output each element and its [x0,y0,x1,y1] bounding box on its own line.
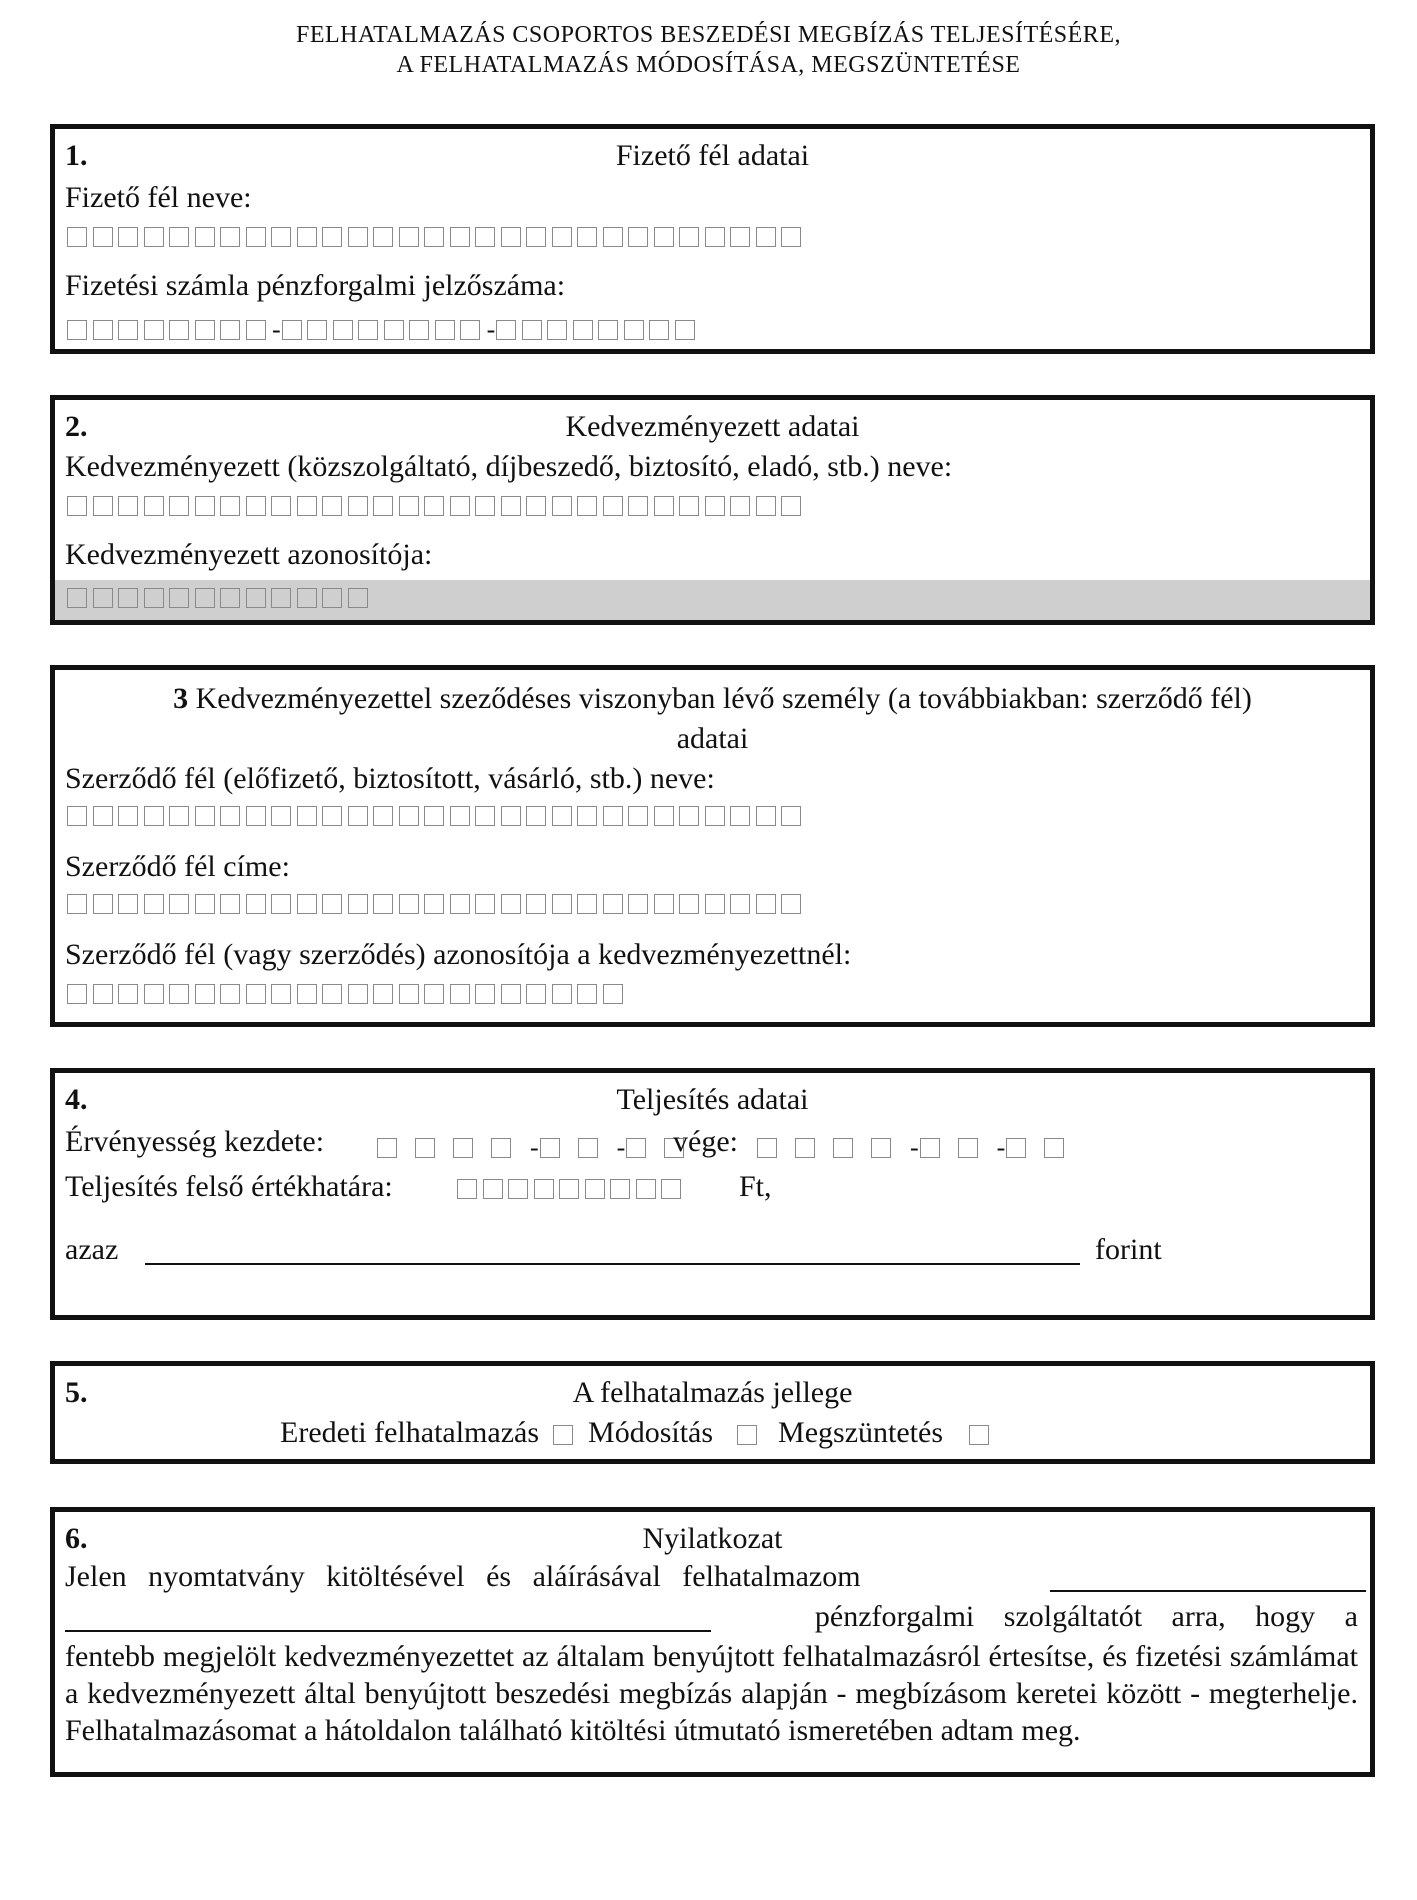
char-box[interactable] [526,894,546,914]
char-box[interactable] [603,227,623,247]
char-box[interactable] [322,984,342,1004]
char-box[interactable] [195,227,215,247]
char-box[interactable] [435,320,455,340]
char-box[interactable] [118,496,138,516]
char-box[interactable] [424,227,444,247]
char-box[interactable] [679,496,699,516]
char-box[interactable] [628,806,648,826]
section-payer [50,124,1375,354]
char-box[interactable] [144,588,164,608]
char-box[interactable] [246,894,266,914]
char-box[interactable] [67,227,87,247]
char-box[interactable] [67,894,87,914]
char-box[interactable] [246,984,266,1004]
char-box[interactable] [399,894,419,914]
char-box[interactable] [526,496,546,516]
char-box[interactable] [246,320,266,340]
char-box[interactable] [756,227,776,247]
char-box[interactable] [654,894,674,914]
char-box[interactable] [348,806,368,826]
declaration-line2: pénzforgalmi szolgáltatót arra, hogy a [814,1600,1358,1633]
option-cancel-label: Megszüntetés [778,1416,943,1449]
option-original-checkbox[interactable] [553,1425,573,1445]
char-box[interactable] [424,984,444,1004]
char-box[interactable] [169,320,189,340]
char-box[interactable] [93,806,113,826]
char-box[interactable] [577,894,597,914]
char-box[interactable] [333,320,353,340]
char-box[interactable] [144,227,164,247]
char-box[interactable] [501,894,521,914]
char-box[interactable] [920,1138,940,1158]
char-box[interactable] [297,588,317,608]
char-box[interactable] [195,806,215,826]
char-box[interactable] [1044,1138,1064,1158]
provider-name-line-part2[interactable] [65,1630,711,1632]
char-box[interactable] [475,496,495,516]
char-box[interactable] [675,320,695,340]
char-box[interactable] [730,894,750,914]
char-box[interactable] [526,984,546,1004]
section-title-text: Kedvezményezettel szeződéses viszonyban lévő személy (a továbbiakban: szerződő fél) [195,682,1252,715]
char-box[interactable] [246,588,266,608]
char-box[interactable] [373,806,393,826]
char-box[interactable] [450,496,470,516]
char-box[interactable] [833,1138,853,1158]
char-box[interactable] [705,496,725,516]
char-box[interactable] [603,984,623,1004]
char-box[interactable] [547,320,567,340]
char-box[interactable] [424,806,444,826]
char-box[interactable] [169,496,189,516]
section-title: Fizető fél adatai [615,139,810,172]
char-box[interactable] [552,496,572,516]
char-box[interactable] [282,320,302,340]
validity-start-date[interactable] [377,1133,702,1163]
party-address-field[interactable] [67,894,807,914]
char-box[interactable] [118,227,138,247]
char-box[interactable] [628,496,648,516]
char-box[interactable] [220,320,240,340]
separator-dash: - [486,315,496,344]
char-box[interactable] [297,496,317,516]
char-box[interactable] [169,588,189,608]
char-box[interactable] [220,894,240,914]
char-box[interactable] [795,1138,815,1158]
section-title-line1 [55,682,1370,716]
char-box[interactable] [781,227,801,247]
char-box[interactable] [297,984,317,1004]
char-box[interactable] [508,1179,528,1199]
char-box[interactable] [297,894,317,914]
char-box[interactable] [453,1138,473,1158]
option-modify-label: Módosítás [588,1416,714,1449]
char-box[interactable] [195,984,215,1004]
char-box[interactable] [169,894,189,914]
char-box[interactable] [501,806,521,826]
amount-in-words-line[interactable] [145,1263,1080,1265]
char-box[interactable] [540,1138,560,1158]
char-box[interactable] [757,1138,777,1158]
char-box[interactable] [322,496,342,516]
char-box[interactable] [756,496,776,516]
char-box[interactable] [679,227,699,247]
char-box[interactable] [573,320,593,340]
section-number: 4. [65,1083,88,1116]
section-contracting-party [50,665,1375,1027]
option-cancel-checkbox[interactable] [969,1425,989,1445]
char-box[interactable] [603,496,623,516]
char-box[interactable] [373,984,393,1004]
char-box[interactable] [144,894,164,914]
form-title-line1: FELHATALMAZÁS CSOPORTOS BESZEDÉSI MEGBÍZÁS TELJESÍTÉSÉRE, [296,22,1121,48]
char-box[interactable] [399,984,419,1004]
char-box[interactable] [271,984,291,1004]
section-beneficiary [50,395,1375,625]
section-title: Kedvezményezett adatai [565,410,860,443]
char-box[interactable] [271,588,291,608]
char-box[interactable] [118,984,138,1004]
char-box[interactable] [220,806,240,826]
char-box[interactable] [654,806,674,826]
char-box[interactable] [578,1138,598,1158]
char-box[interactable] [705,806,725,826]
char-box[interactable] [169,227,189,247]
char-box[interactable] [450,984,470,1004]
char-box[interactable] [348,588,368,608]
char-box[interactable] [636,1179,656,1199]
char-box[interactable] [577,227,597,247]
char-box[interactable] [220,227,240,247]
char-box[interactable] [552,984,572,1004]
declaration-body: fentebb megjelölt kedvezményezettet az általam benyújtott felhatalmazásról értesítse, és fizetési számlámat a kedvezményezett által benyújtott beszedési megbízás alapján - megbízásom keretei között - megterhelje. Felhatalmazásomat a hátoldalon található kitöltési útmutató ismeretében adtam meg. [65,1640,1358,1747]
char-box[interactable] [501,984,521,1004]
char-box[interactable] [220,588,240,608]
party-id-field[interactable] [67,984,628,1004]
char-box[interactable] [399,496,419,516]
char-box[interactable] [552,227,572,247]
char-box[interactable] [67,588,87,608]
char-box[interactable] [67,496,87,516]
char-box[interactable] [705,894,725,914]
char-box[interactable] [610,1179,630,1199]
char-box[interactable] [307,320,327,340]
char-box[interactable] [450,227,470,247]
char-box[interactable] [322,806,342,826]
char-box[interactable] [297,227,317,247]
party-address-label: Szerződő fél címe: [65,850,290,883]
section-number: 2. [65,410,88,443]
char-box[interactable] [603,894,623,914]
section-number: 3 [173,682,189,715]
char-box[interactable] [756,894,776,914]
char-box[interactable] [118,806,138,826]
char-box[interactable] [501,496,521,516]
section-title: Nyilatkozat [642,1522,783,1555]
char-box[interactable] [271,806,291,826]
char-box[interactable] [628,894,648,914]
beneficiary-id-label: Kedvezményezett azonosítója: [65,538,433,571]
payer-name-label: Fizető fél neve: [65,181,252,214]
char-box[interactable] [1006,1138,1026,1158]
char-box[interactable] [322,227,342,247]
char-box[interactable] [373,496,393,516]
char-box[interactable] [118,894,138,914]
char-box[interactable] [585,1179,605,1199]
char-box[interactable] [348,227,368,247]
option-modify-checkbox[interactable] [737,1425,757,1445]
section-title-line2: adatai [676,722,749,755]
limit-amount-field[interactable] [457,1179,687,1199]
char-box[interactable] [93,984,113,1004]
char-box[interactable] [871,1138,891,1158]
char-box[interactable] [348,984,368,1004]
char-box[interactable] [958,1138,978,1158]
declaration-line1: Jelen nyomtatvány kitöltésével és aláírásával felhatalmazom [65,1560,861,1593]
char-box[interactable] [450,806,470,826]
validity-end-label: vége: [673,1125,738,1158]
char-box[interactable] [67,806,87,826]
char-box[interactable] [730,806,750,826]
char-box[interactable] [475,227,495,247]
party-id-label: Szerződő fél (vagy szerződés) azonosítója a kedvezményezettnél: [65,938,852,971]
char-box[interactable] [377,1138,397,1158]
char-box[interactable] [603,806,623,826]
section-declaration [50,1507,1375,1777]
char-box[interactable] [577,984,597,1004]
char-box[interactable] [195,496,215,516]
char-box[interactable] [522,320,542,340]
char-box[interactable] [409,320,429,340]
party-name-field[interactable] [67,806,807,826]
beneficiary-id-field[interactable] [67,588,373,608]
char-box[interactable] [348,894,368,914]
char-box[interactable] [552,806,572,826]
char-box[interactable] [460,320,480,340]
validity-end-date[interactable] [757,1133,1082,1163]
separator-dash: - [530,1133,539,1162]
char-box[interactable] [220,496,240,516]
currency-label: Ft, [739,1170,772,1203]
char-box[interactable] [195,894,215,914]
char-box[interactable] [552,894,572,914]
option-original-label: Eredeti felhatalmazás [280,1416,540,1449]
beneficiary-name-field[interactable] [67,496,807,516]
char-box[interactable] [118,588,138,608]
char-box[interactable] [424,496,444,516]
section-number: 5. [65,1376,88,1409]
char-box[interactable] [679,894,699,914]
char-box[interactable] [384,320,404,340]
char-box[interactable] [526,227,546,247]
char-box[interactable] [118,320,138,340]
separator-dash: - [910,1133,919,1162]
payer-account-label: Fizetési számla pénzforgalmi jelzőszáma: [65,269,566,302]
char-box[interactable] [649,320,669,340]
char-box[interactable] [373,227,393,247]
char-box[interactable] [705,227,725,247]
char-box[interactable] [169,806,189,826]
char-box[interactable] [483,1179,503,1199]
party-name-label: Szerződő fél (előfizető, biztosított, vásárló, stb.) neve: [65,762,715,795]
section-number: 6. [65,1522,88,1555]
char-box[interactable] [399,227,419,247]
char-box[interactable] [144,806,164,826]
char-box[interactable] [93,227,113,247]
type-options [280,1416,989,1450]
char-box[interactable] [559,1179,579,1199]
char-box[interactable] [475,806,495,826]
char-box[interactable] [144,320,164,340]
char-box[interactable] [271,227,291,247]
char-box[interactable] [169,984,189,1004]
section-type [50,1361,1375,1464]
char-box[interactable] [457,1179,477,1199]
char-box[interactable] [781,806,801,826]
char-box[interactable] [93,894,113,914]
payer-account-field[interactable] [67,315,700,345]
char-box[interactable] [358,320,378,340]
char-box[interactable] [496,320,516,340]
payer-name-field[interactable] [67,227,807,247]
char-box[interactable] [67,984,87,1004]
char-box[interactable] [654,496,674,516]
char-box[interactable] [781,894,801,914]
char-box[interactable] [195,320,215,340]
char-box[interactable] [475,894,495,914]
char-box[interactable] [624,320,644,340]
char-box[interactable] [534,1179,554,1199]
char-box[interactable] [730,227,750,247]
char-box[interactable] [195,588,215,608]
char-box[interactable] [781,496,801,516]
char-box[interactable] [93,496,113,516]
char-box[interactable] [348,496,368,516]
char-box[interactable] [628,227,648,247]
separator-dash: - [272,315,281,344]
char-box[interactable] [144,496,164,516]
char-box[interactable] [450,894,470,914]
char-box[interactable] [246,806,266,826]
section-number: 1. [65,139,88,172]
char-box[interactable] [399,806,419,826]
char-box[interactable] [297,806,317,826]
section-title: A felhatalmazás jellege [572,1376,853,1409]
char-box[interactable] [220,984,240,1004]
char-box[interactable] [756,806,776,826]
provider-name-line-part1[interactable] [1050,1590,1366,1592]
char-box[interactable] [93,588,113,608]
char-box[interactable] [144,984,164,1004]
char-box[interactable] [526,806,546,826]
char-box[interactable] [577,496,597,516]
char-box[interactable] [491,1138,511,1158]
section-fulfilment [50,1068,1375,1320]
char-box[interactable] [415,1138,435,1158]
char-box[interactable] [246,227,266,247]
char-box[interactable] [730,496,750,516]
char-box[interactable] [654,227,674,247]
char-box[interactable] [598,320,618,340]
char-box[interactable] [679,806,699,826]
beneficiary-name-label: Kedvezményezett (közszolgáltató, díjbeszedő, biztosító, eladó, stb.) neve: [65,450,953,483]
limit-label: Teljesítés felső értékhatára: [65,1170,393,1203]
char-box[interactable] [373,894,393,914]
char-box[interactable] [501,227,521,247]
char-box[interactable] [93,320,113,340]
separator-dash: - [996,1133,1006,1162]
form-title-line2: A FELHATALMAZÁS MÓDOSÍTÁSA, MEGSZÜNTETÉSE [396,52,1021,78]
char-box[interactable] [67,320,87,340]
char-box[interactable] [626,1138,646,1158]
validity-start-label: Érvényesség kezdete: [65,1125,325,1158]
char-box[interactable] [246,496,266,516]
char-box[interactable] [322,894,342,914]
forint-label: forint [1095,1233,1162,1266]
char-box[interactable] [271,496,291,516]
char-box[interactable] [661,1179,681,1199]
char-box[interactable] [475,984,495,1004]
azaz-label: azaz [65,1233,119,1266]
char-box[interactable] [577,806,597,826]
char-box[interactable] [271,894,291,914]
char-box[interactable] [424,894,444,914]
separator-dash: - [616,1133,626,1162]
section-title: Teljesítés adatai [616,1083,809,1116]
char-box[interactable] [322,588,342,608]
